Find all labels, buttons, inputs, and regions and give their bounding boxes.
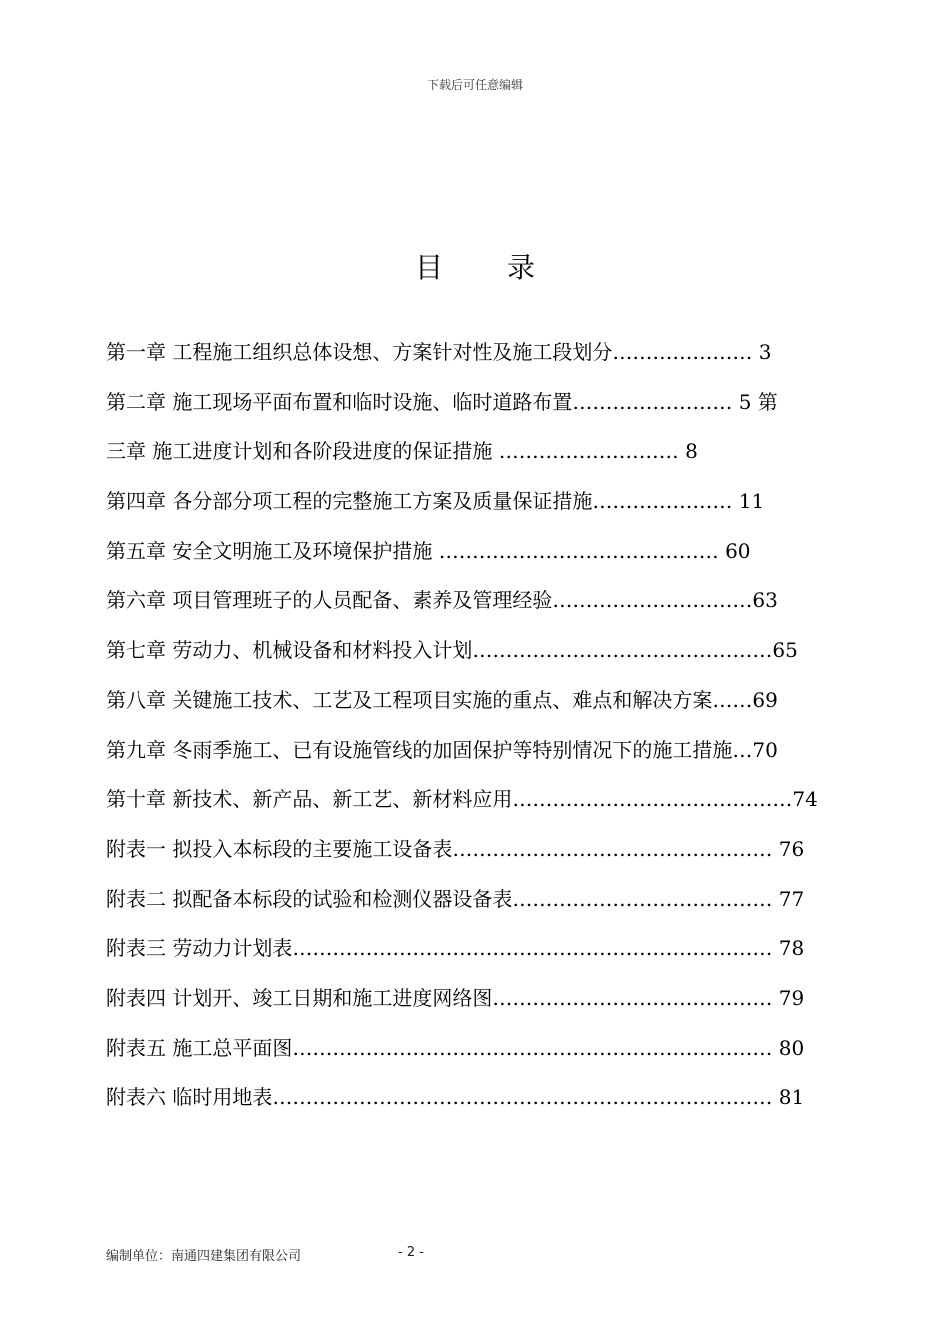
toc-entry[interactable]: 第二章 施工现场平面布置和临时设施、临时道路布置…………………… 5 第 — [106, 389, 778, 414]
toc-entry[interactable]: 附表三 劳动力计划表……………………………………………………………… 78 — [106, 936, 805, 961]
toc-entry[interactable]: 第一章 工程施工组织总体设想、方案针对性及施工段划分………………… 3 — [106, 340, 772, 364]
header-note: 下载后可任意编辑 — [426, 78, 523, 92]
toc-entry[interactable]: 第六章 项目管理班子的人员配备、素养及管理经验…………………………63 — [106, 588, 778, 613]
toc-entry[interactable]: 附表二 拟配备本标段的试验和检测仪器设备表………………………………… 77 — [106, 886, 805, 911]
page-number: - 2 - — [398, 1245, 424, 1260]
footer-unit: 编制单位：南通四建集团有限公司 — [106, 1249, 302, 1264]
toc-entry[interactable]: 附表五 施工总平面图……………………………………………………………… 80 — [106, 1035, 805, 1060]
title-left-char: 目 — [414, 251, 443, 284]
toc-entry[interactable]: 第五章 安全文明施工及环境保护措施 …………………………………… 60 — [106, 538, 751, 563]
toc-entry[interactable]: 附表一 拟投入本标段的主要施工设备表………………………………………… 76 — [106, 836, 805, 861]
footer — [106, 1245, 424, 1264]
toc-list — [106, 336, 858, 1131]
toc-entry[interactable]: 第八章 关键施工技术、工艺及工程项目实施的重点、难点和解决方案……69 — [106, 687, 778, 712]
toc-entry[interactable]: 附表六 临时用地表………………………………………………………………… 81 — [106, 1085, 805, 1110]
toc-entry[interactable]: 三章 施工进度计划和各阶段进度的保证措施 ……………………… 8 — [106, 439, 698, 464]
toc-entry[interactable]: 第七章 劳动力、机械设备和材料投入计划………………………………………65 — [106, 638, 798, 663]
toc-entry[interactable]: 第四章 各分部分项工程的完整施工方案及质量保证措施………………… 11 — [106, 489, 765, 514]
title-right-char: 录 — [507, 251, 536, 284]
toc-entry[interactable]: 第十章 新技术、新产品、新工艺、新材料应用……………………………………74 — [106, 787, 818, 812]
toc-entry[interactable]: 第九章 冬雨季施工、已有设施管线的加固保护等特别情况下的施工措施…70 — [106, 737, 778, 762]
toc-entry[interactable]: 附表四 计划开、竣工日期和施工进度网络图…………………………………… 79 — [106, 985, 805, 1010]
page-title — [0, 246, 950, 286]
